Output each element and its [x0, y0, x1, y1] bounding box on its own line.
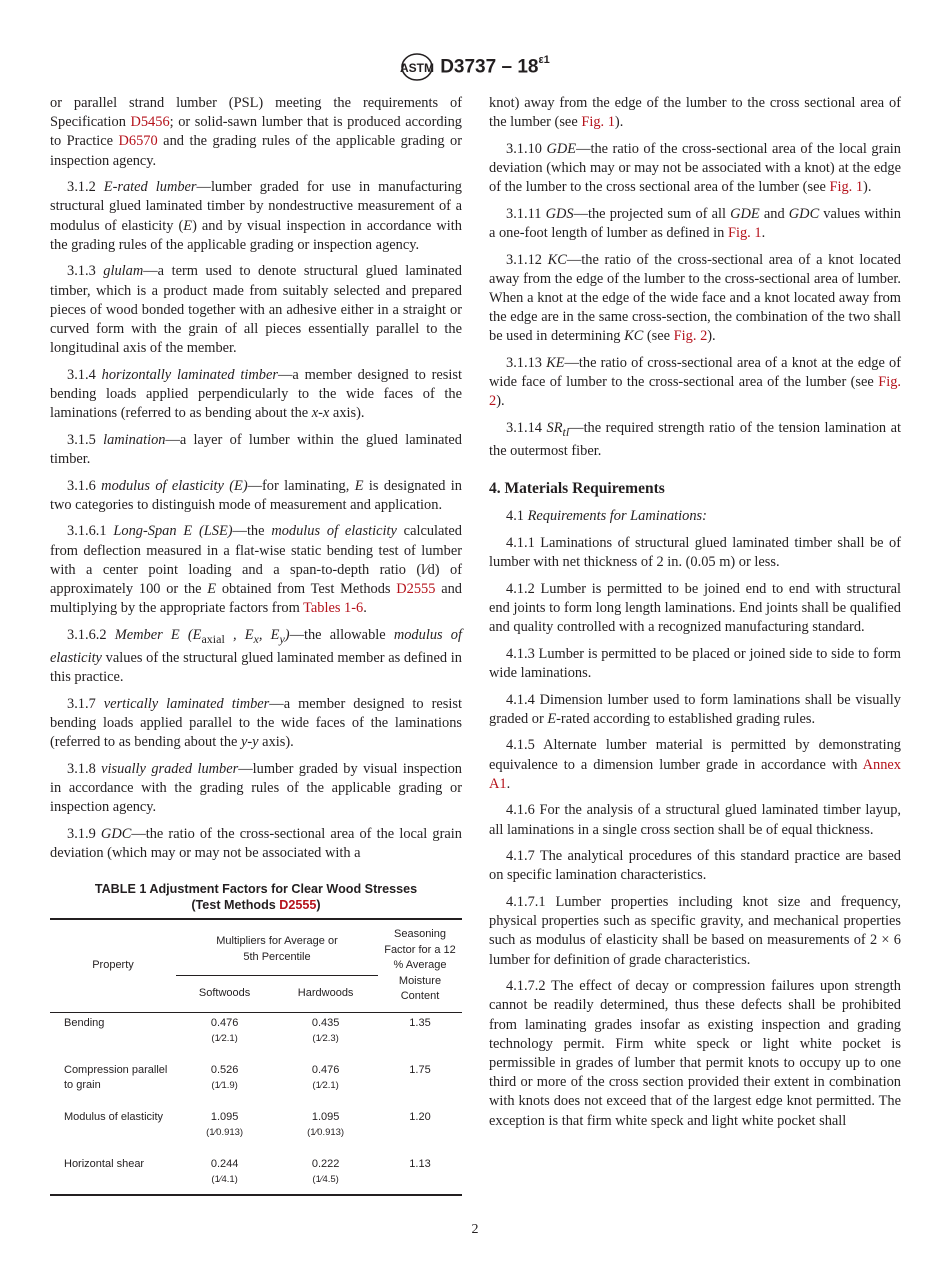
definition-3-1-10: 3.1.10 GDE—the ratio of the cross-sectional area of the local grain deviation (which may or may not be associated with a knot) at the edge of the lumber to the cross sectional area of the lumber (see Fig. 1). [489, 140, 901, 196]
table-row: Modulus of elasticity 1.095 (1⁄0.913) 1.095 (1⁄0.913) 1.20 [64, 1110, 431, 1139]
definition-3-1-4: 3.1.4 horizontally laminated timber—a member designed to resist bending loads applied perpendicularly to the wide faces of the laminations (referred to as bending about the x-x axis). [50, 366, 462, 422]
section-4-1-4: 4.1.4 Dimension lumber used to form laminations shall be visually graded or E-rated according to established grading rules. [489, 691, 901, 727]
astm-logo-icon [400, 52, 434, 82]
section-4-1-5: 4.1.5 Alternate lumber material is permitted by demonstrating equivalence to a dimension lumber grade in accordance with Annex A1. [489, 737, 901, 792]
left-column [50, 94, 462, 1196]
document-id: $D3737 - 18^{\varepsilon 1}$ [440, 53, 550, 78]
definition-3-1-6-1: 3.1.6.1 Long-Span E (LSE)—the modulus of elasticity calculated from deflection measured in a flat-wise static bending test of lumber with a center point loading and a span-to-depth ratio (l⁄d) of approximately 100 or the E obtained from Test Methods D2555 and multiplying by the appropriate factors from Tables 1-6. [50, 523, 463, 617]
definition-3-1-12: 3.1.12 KC—the ratio of the cross-sectional area of a knot located away from the edge of the lumber to the cross-sectional area of lumber. When a knot at the edge of the wide face and a knot located away from the edge are in the same cross-section, the combination of the two shall be used in determining KC (see Fig. 2). [489, 251, 901, 345]
right-column [489, 94, 901, 1138]
section-4-1-7-1: 4.1.7.1 Lumber properties including knot size and frequency, physical properties such as specific gravity, and mechanical properties such as modulus of elasticity shall be based on measurements of 2 × 6 lumber for definition of grade characteristics. [489, 894, 901, 968]
paragraph-continued-right: knot) away from the edge of the lumber to the cross sectional area of the lumber (see Fig. 1). [489, 95, 901, 131]
table-1-title: TABLE 1 Adjustment Factors for Clear Wood Stresses (Test Methods D2555) [94, 882, 418, 913]
link-fig-2[interactable]: Fig. 2 [489, 374, 901, 410]
link-fig-1[interactable]: Fig. 1 [727, 225, 762, 241]
section-4-heading: 4. Materials Requirements [489, 480, 665, 498]
link-d5456[interactable]: D5456 [130, 114, 170, 131]
header-multipliers: Multipliers for Average or 5th Percentile [176, 919, 378, 976]
definition-3-1-2: 3.1.2 E-rated lumber—lumber graded for use in manufacturing structural glued laminated timber by nondestructive measurement of a modulus of elasticity (E) and by visual inspection in accordance with the grading rules of the applicable grading or inspection agency. [50, 179, 462, 253]
link-annex-a1[interactable]: Annex A1 [489, 756, 901, 792]
table-1 [50, 918, 462, 1196]
link-d2555[interactable]: D2555 [396, 581, 436, 598]
definition-3-1-11: 3.1.11 GDS—the projected sum of all GDE and GDC values within a one-foot length of lumber as defined in Fig. 1. [489, 205, 901, 241]
definition-3-1-9: 3.1.9 GDC—the ratio of the cross-sectional area of the local grain deviation (which may or may not be associated with a [50, 825, 462, 861]
link-fig-1[interactable]: Fig. 1 [829, 179, 864, 196]
definition-3-1-5: 3.1.5 lamination—a layer of lumber within the glued laminated timber. [50, 431, 462, 468]
link-tables-1-6[interactable]: Tables 1-6 [303, 600, 364, 617]
section-4-1-1: 4.1.1 Laminations of structural glued laminated timber shall be of lumber with net thickness of 2 in. (0.05 m) or less. [489, 535, 901, 571]
link-d2555-table[interactable]: D2555 [279, 898, 317, 913]
definition-3-1-13: 3.1.13 KE—the ratio of cross-sectional area of a knot at the edge of wide face of lumber to the cross-sectional area of the lumber (see Fig. 2). [489, 355, 901, 410]
page-number: 2 [471, 1222, 479, 1237]
svg-text:ASTM: ASTM [400, 61, 435, 75]
header-softwoods: Softwoods [176, 976, 273, 1013]
header-property: Property [50, 919, 176, 1012]
header-hardwoods: Hardwoods [273, 976, 378, 1013]
link-d6570[interactable]: D6570 [118, 133, 158, 150]
definition-3-1-7: 3.1.7 vertically laminated timber—a member designed to resist bending loads applied parallel to the wide faces of the laminations (referred to as bending about the y-y axis). [50, 695, 462, 751]
section-4-1-7: 4.1.7 The analytical procedures of this standard practice are based on specific lamination characteristics. [489, 848, 901, 884]
link-fig-1[interactable]: Fig. 1 [581, 114, 615, 131]
link-fig-2[interactable]: Fig. 2 [673, 328, 708, 345]
definition-3-1-14: 3.1.14 $SR_{tl}—the$ required strength ratio of the tension lamination at the outermost fiber. [489, 420, 902, 460]
section-4-1-2: 4.1.2 Lumber is permitted to be joined end to end with structural end joints to form long length laminations. End joints shall be qualified and quality controlled with a recognized manufacturing standard. [489, 580, 901, 636]
section-4-1-7-2: 4.1.7.2 The effect of decay or compression failures upon strength cannot be readily determined, thus these defects shall be prohibited from laminating grades insofar as existing inspection and grading technology permit. Firm white speck or light white pocket is permissible in grades of lumber that permit knots to occupy up to one third or more of the cross section provided their extent in combination with knots does not exceed that of the largest edge knot permitted. The exception is that firm white speck and light white pocket shall [489, 978, 901, 1129]
section-4-1-6: 4.1.6 For the analysis of a structural glued laminated timber layup, all laminations in a single cross section shall be of equal thickness. [489, 802, 901, 838]
definition-3-1-6-2: 3.1.6.2 Member E ($E_{axial}$ , $E_x$, $E_y)—the$ allowable modulus of elasticity values of the structural glued laminated member as defined in this practice. [50, 626, 462, 686]
table-row: Bending 0.476 (1⁄2.1) 0.435 (1⁄2.3) 1.35 [64, 1016, 431, 1045]
table-row: Horizontal shear 0.244 (1⁄4.1) 0.222 (1⁄4.5) 1.13 [50, 1154, 462, 1195]
definition-3-1-8: 3.1.8 visually graded lumber—lumber graded by visual inspection in accordance with the grading rules of the applicable grading or inspection agency. [50, 760, 462, 816]
paragraph-continued: or parallel strand lumber (PSL) meeting the requirements of Specification D5456; or solid-sawn lumber that is produced according to Practice D6570 and the grading rules of the applicable grading or inspection agency. [50, 95, 462, 169]
section-4-1-3: 4.1.3 Lumber is permitted to be placed or joined side to side to form wide laminations. [489, 645, 901, 682]
definition-3-1-6: 3.1.6 modulus of elasticity (E)—for laminating, E is designated in two categories to distinguish mode of measurement and application. [50, 477, 462, 513]
section-4-1: 4.1 Requirements for Laminations: [506, 508, 707, 525]
page-header [0, 52, 950, 87]
header-seasoning: Seasoning Factor for a 12 % Average Moisture Content [378, 919, 462, 1012]
definition-3-1-3: 3.1.3 glulam—a term used to denote structural glued laminated timber, which is a product made from suitably selected and prepared pieces of wood bonded together with an adhesive either in a straight or curved form with the grain of all pieces essentially parallel to the longitudinal axis of the member. [50, 263, 462, 357]
table-row: Compression parallel to grain 0.526 (1⁄1.9) 0.476 (1⁄2.1) 1.75 [64, 1063, 431, 1092]
